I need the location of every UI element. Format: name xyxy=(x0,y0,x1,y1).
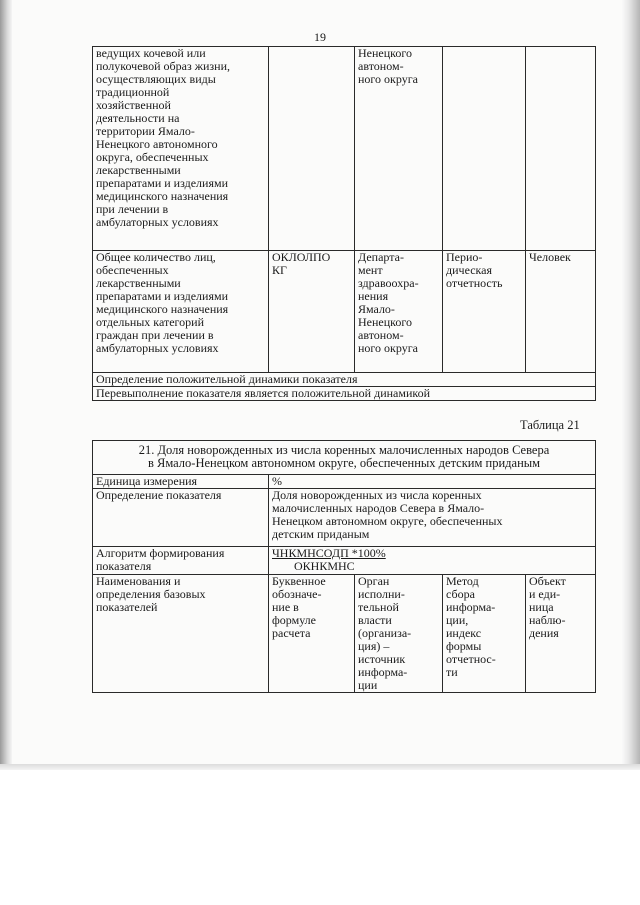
unit-label: Единица измерения xyxy=(93,475,269,489)
unit-value: % xyxy=(269,475,596,489)
table-row xyxy=(93,489,596,547)
letter-code: ОКЛОЛПО КГ xyxy=(269,251,355,373)
indicator-table-continued xyxy=(92,46,596,401)
observation-unit xyxy=(526,47,596,251)
collection-method: Перио- дическая отчетность xyxy=(443,251,526,373)
scan-bottom-shadow xyxy=(0,764,640,770)
base-indicator-name: ведущих кочевой или полукочевой образ жизни, осуществляющих виды традиционной хозяйственной деятельности на территории Ямало- Ненецкого автономного округа, обеспеченных лекарственными препаратами и изделиями медицинского назначения при лечении в амбулаторных условиях xyxy=(93,47,269,251)
table-row xyxy=(93,475,596,489)
table-row xyxy=(93,387,596,401)
letter-code xyxy=(269,47,355,251)
dynamics-exceed: Перевыполнение показателя является положительной динамикой xyxy=(93,387,596,401)
observation-unit: Человек xyxy=(526,251,596,373)
definition-value: Доля новорожденных из числа коренных малочисленных народов Севера в Ямало- Ненецком автономном округе, обеспеченных детским приданым xyxy=(269,489,596,547)
formula-numerator: ЧНКМНСОДП *100% xyxy=(272,546,386,560)
organ-name: Департа- мент здравоохра- нения Ямало- Ненецкого автоном- ного округа xyxy=(355,251,443,373)
table-row xyxy=(93,441,596,475)
table-caption: Таблица 21 xyxy=(520,418,580,432)
page-number: 19 xyxy=(314,30,326,44)
table-row xyxy=(93,547,596,575)
column-method-header: Метод сбора информа- ции, индекс формы отчетнос- ти xyxy=(443,575,526,693)
indicator-table-21 xyxy=(92,440,596,693)
table-row xyxy=(93,251,596,373)
formula-denominator: ОКНКМНС xyxy=(294,559,355,573)
base-indicator-name: Общее количество лиц, обеспеченных лекарственными препаратами и изделиями медицинского назначения отдельных категорий граждан при лечении в амбулаторных условиях xyxy=(93,251,269,373)
scan-right-shadow xyxy=(622,0,640,770)
algorithm-formula xyxy=(269,547,596,575)
table-row xyxy=(93,47,596,251)
base-indicators-label: Наименования и определения базовых показателей xyxy=(93,575,269,693)
column-letter-header: Буквенное обозначе- ние в формуле расчета xyxy=(269,575,355,693)
algorithm-label: Алгоритм формирования показателя xyxy=(93,547,269,575)
organ-name: Ненецкого автоном- ного округа xyxy=(355,47,443,251)
collection-method xyxy=(443,47,526,251)
scan-left-shadow xyxy=(0,0,12,770)
dynamics-definition: Определение положительной динамики показателя xyxy=(93,373,596,387)
table-row xyxy=(93,575,596,693)
table-row xyxy=(93,373,596,387)
definition-label: Определение показателя xyxy=(93,489,269,547)
indicator-title: 21. Доля новорожденных из числа коренных малочисленных народов Севера в Ямало-Ненецком автономном округе, обеспеченных детским приданым xyxy=(93,441,596,475)
column-object-header: Объект и еди- ница наблю- дения xyxy=(526,575,596,693)
column-organ-header: Орган исполни- тельной власти (организа- ция) – источник информа- ции xyxy=(355,575,443,693)
